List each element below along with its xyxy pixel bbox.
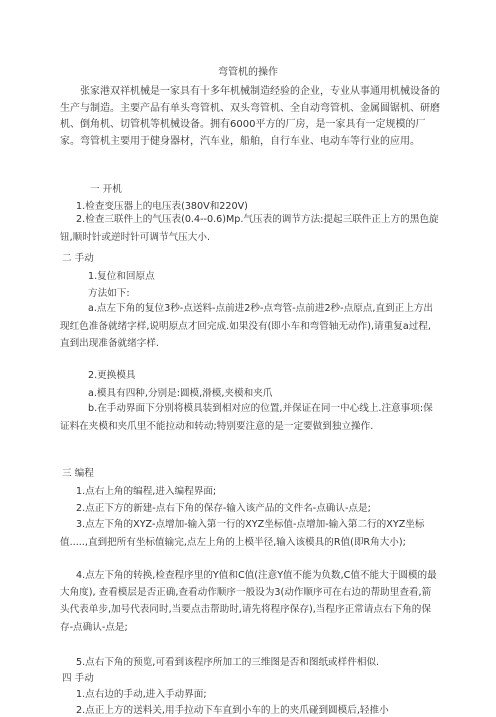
sec2-line-4: 2.更换模具 xyxy=(88,370,136,381)
sec2-line-5: a.模具有四种,分别是:圆模,滑模,夹模和夹爪 xyxy=(88,388,273,399)
section-2-heading: 二 手动 xyxy=(62,253,94,264)
section-3-heading: 三 编程 xyxy=(62,468,94,479)
sec3-line-5: 5.点右下角的预览,可看到该程序所加工的三维图是否和图纸或样件相似. xyxy=(76,657,380,668)
sec3-line-3: 3.点左下角的XYZ-点增加-输入第一行的XYZ坐标值-点增加-输入第二行的XYZ坐标值.....,直到把所有坐标值输完,点左上角的上模半径,输入该模具的R值(即R角大小); xyxy=(60,519,425,548)
section-4-heading: 四 手动 xyxy=(62,673,94,684)
sec3-line-1: 1.点右上角的编程,进入编程界面; xyxy=(76,486,217,497)
sec2-line-1: 1.复位和回原点 xyxy=(88,271,155,282)
section-1-heading: 一 开机 xyxy=(90,184,122,195)
sec2-line-3: a.点左下角的复位3秒-点送料-点前进2秒-点弯管-点前进2秒-点原点,直到正上方出现红色准备就绪字样,说明原点才回完成.如果没有(即小车和弯管轴无动作),请重复a过程,直到出现准备就绪字样. xyxy=(60,303,434,350)
intro-paragraph: 张家港双祥机械是一家具有十多年机械制造经验的企业，专业从事通用机械设备的生产与制造。主要产品有单头弯管机、双头弯管机、全自动弯管机、金属圆锯机、研磨机、倒角机、切管机等机械设备。拥有6000平方的厂房，是一家具有一定规模的厂家。弯管机主要用于健身器材，汽车业，船舶，自行车业、电动车等行业的应用。 xyxy=(60,86,440,147)
sec2-line-2: 方法如下: xyxy=(88,288,130,299)
doc-title: 弯管机的操作 xyxy=(218,67,278,78)
sec3-line-4: 4.点左下角的转换,检查程序里的Y值和C值(注意Y值不能为负数,C值不能大于圆模的最大角度), 查看模层是否正确,查看动作顺序一般设为3(动作顺序可在右边的帮助里查看,箭头代表单步,加号代表同时,当要点击帮助时,请先将程序保存),当程序正常请点右下角的保存-点确认-点是; xyxy=(60,570,437,633)
sec1-line-1: 1.检查变压器上的电压表(380V和220V) xyxy=(76,201,248,212)
sec1-line-2: 2.检查三联件上的气压表(0.4--0.6)Mp.气压表的调节方法:提起三联件正上方的黑色旋钮,顺时针或逆时针可调节气压大小. xyxy=(60,214,439,243)
sec4-line-1: 1.点右边的手动,进入手动界面; xyxy=(76,689,207,700)
sec4-line-2: 2.点正上方的送料关,用手拉动下车直到小车的上的夹爪碰到圆模后,轻推小 xyxy=(76,705,389,716)
sec2-line-6: b.在手动界面下分别将模具装到相对应的位置,并保证在同一中心线上.注意事项:保证料在夹模和夹爪里不能拉动和转动;特别要注意的是一定要做到独立操作. xyxy=(60,403,433,432)
sec3-line-2: 2.点正下方的新建-点右下角的保存-输入该产品的文件名-点确认-点是; xyxy=(76,503,371,514)
